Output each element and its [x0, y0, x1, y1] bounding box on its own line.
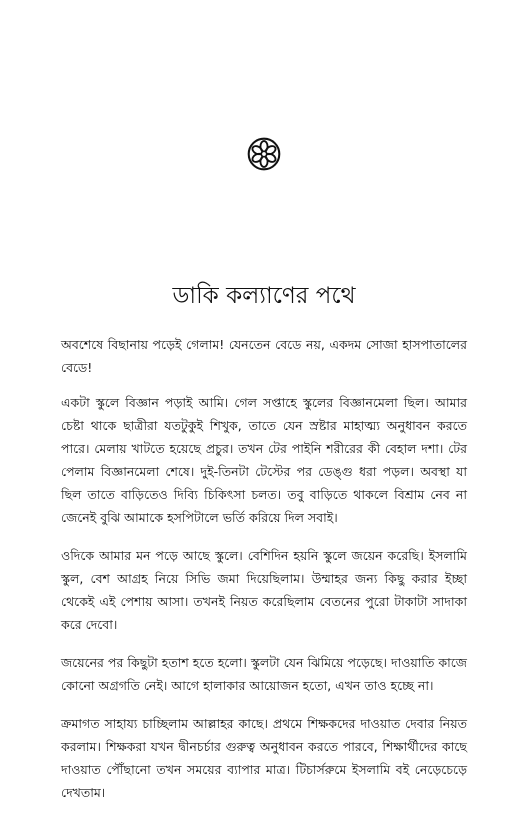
paragraph-2: একটা স্কুলে বিজ্ঞান পড়াই আমি। গেল সপ্তাহে স্কুলের বিজ্ঞানমেলা ছিল। আমার চেষ্টা থাকে ছাত্রীরা যতটুকুই শিখুক, তাতে যেন স্রষ্টার মাহাত্ম্য অনুধাবন করতে পারে। মেলায় খাটতে হয়েছে প্রচুর। তখন টের পাইনি শরীরের কী বেহাল দশা। টের পেলাম বিজ্ঞানমেলা শেষে। দুই-তিনটা টেস্টের পর ডেঙ্গু ধরা পড়ল। অবস্থা যা ছিল তাতে বাড়িতেও দিব্যি চিকিৎসা চলত। তবু বাড়িতে থাকলে বিশ্রাম নেব না জেনেই বুঝি আমাকে হসপিটালে ভর্তি করিয়ে দিল সবাই।	[61, 395, 467, 525]
paragraph-3: ওদিকে আমার মন পড়ে আছে স্কুলে। বেশিদিন হয়নি স্কুলে জয়েন করেছি। ইসলামি স্কুল, বেশ আগ্রহ নিয়ে সিভি জমা দিয়েছিলাম। উম্মাহর জন্য কিছু করার ইচ্ছা থেকেই এই পেশায় আসা। তখনই নিয়ত করেছিলাম বেতনের পুরো টাকাটা সাদাকা করে দেবো।	[61, 548, 467, 632]
flower-wheel-icon	[247, 137, 281, 171]
paragraph-5: ক্রমাগত সাহায্য চাচ্ছিলাম আল্লাহর কাছে। প্রথমে শিক্ষকদের দাওয়াত দেবার নিয়ত করলাম। শিক্ষকরা যখন দ্বীনচর্চার গুরুত্ব অনুধাবন করতে পারবে, শিক্ষার্থীদের কাছে দাওয়াত পৌঁছানো তখন সময়ের ব্যাপার মাত্র। টিচার্সরুমে ইসলামি বই নেড়েচেড়ে দেখতাম।	[61, 716, 467, 800]
chapter-title: ডাকি কল্যাণের পথে	[172, 283, 356, 309]
paragraph-4: জয়েনের পর কিছুটা হতাশ হতে হলো। স্কুলটা যেন ঝিমিয়ে পড়েছে। দাওয়াতি কাজে কোনো অগ্রগতি নেই। আগে হালাকার আয়োজন হতো, এখন তাও হচ্ছে না।	[61, 655, 467, 693]
body-text	[61, 333, 467, 819]
paragraph-1: অবশেষে বিছানায় পড়েই গেলাম! যেনতেন বেডে নয়, একদম সোজা হাসপাতালের বেডে!	[61, 337, 467, 375]
